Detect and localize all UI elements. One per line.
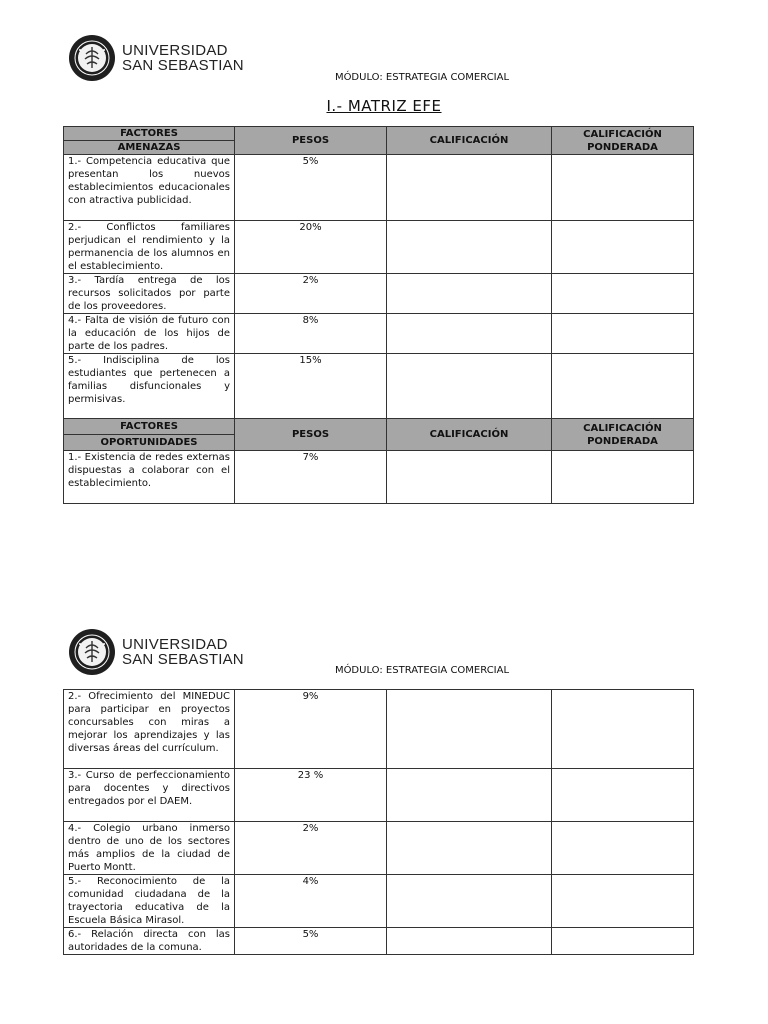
- peso-cell: 4%: [235, 875, 387, 928]
- col-header-ponderada-line2: PONDERADA: [587, 435, 658, 447]
- peso-cell: 23 %: [235, 769, 387, 822]
- col-header-ponderada: [552, 127, 694, 155]
- calificacion-cell: [387, 928, 552, 955]
- peso-cell: 9%: [235, 690, 387, 769]
- efe-table-oportunidades-continued: [63, 689, 694, 955]
- col-header-pesos: PESOS: [235, 419, 387, 451]
- calificacion-cell: [387, 451, 552, 504]
- factor-cell: 2.- Ofrecimiento del MINEDUC para participar en proyectos concursables con miras a mejorar los aprendizajes y las diversas áreas del currículum.: [64, 690, 235, 769]
- calificacion-cell: [387, 690, 552, 769]
- factor-cell: 6.- Relación directa con las autoridades de la comuna.: [64, 928, 235, 955]
- factor-cell: 1.- Existencia de redes externas dispuestas a colaborar con el establecimiento.: [64, 451, 235, 504]
- calificacion-cell: [387, 155, 552, 221]
- factor-cell: 4.- Falta de visión de futuro con la educación de los hijos de parte de los padres.: [64, 314, 235, 354]
- peso-cell: 2%: [235, 274, 387, 314]
- section-label-amenazas: AMENAZAS: [64, 141, 235, 155]
- ponderada-cell: [552, 875, 694, 928]
- calificacion-cell: [387, 769, 552, 822]
- table-row: [64, 155, 694, 221]
- col-header-calificacion: CALIFICACIÓN: [387, 419, 552, 451]
- factor-cell: 5.- Reconocimiento de la comunidad ciudadana de la trayectoria educativa de la Escuela Básica Mirasol.: [64, 875, 235, 928]
- calificacion-cell: [387, 354, 552, 420]
- ponderada-cell: [552, 155, 694, 221]
- peso-cell: 15%: [235, 354, 387, 420]
- calificacion-cell: [387, 314, 552, 354]
- university-name-line2: SAN SEBASTIAN: [122, 651, 244, 668]
- ponderada-cell: [552, 221, 694, 274]
- ponderada-cell: [552, 769, 694, 822]
- ponderada-cell: [552, 928, 694, 955]
- calificacion-cell: [387, 875, 552, 928]
- table-row: [64, 769, 694, 822]
- col-header-factores: FACTORES: [64, 127, 235, 141]
- efe-table-amenazas: [63, 126, 694, 420]
- table-row: [64, 221, 694, 274]
- col-header-ponderada-line1: CALIFICACIÓN: [583, 128, 662, 140]
- module-header: MÓDULO: ESTRATEGIA COMERCIAL: [334, 72, 510, 83]
- factor-cell: 4.- Colegio urbano inmerso dentro de uno de los sectores más amplios de la ciudad de Puerto Montt.: [64, 822, 235, 875]
- factor-cell: 3.- Tardía entrega de los recursos solicitados por parte de los proveedores.: [64, 274, 235, 314]
- university-name-line2: SAN SEBASTIAN: [122, 57, 244, 74]
- page-title: I.- MATRIZ EFE: [326, 97, 442, 115]
- col-header-ponderada: [552, 419, 694, 451]
- ponderada-cell: [552, 690, 694, 769]
- ponderada-cell: [552, 314, 694, 354]
- university-name-line1: UNIVERSIDAD: [122, 42, 228, 59]
- module-header-page2: MÓDULO: ESTRATEGIA COMERCIAL: [334, 665, 510, 676]
- peso-cell: 5%: [235, 155, 387, 221]
- calificacion-cell: [387, 274, 552, 314]
- peso-cell: 5%: [235, 928, 387, 955]
- peso-cell: 8%: [235, 314, 387, 354]
- col-header-ponderada-line1: CALIFICACIÓN: [583, 422, 662, 434]
- calificacion-cell: [387, 822, 552, 875]
- peso-cell: 2%: [235, 822, 387, 875]
- table-row: [64, 875, 694, 928]
- ponderada-cell: [552, 354, 694, 420]
- table-row: [64, 822, 694, 875]
- factor-cell: 5.- Indisciplina de los estudiantes que pertenecen a familias disfuncionales y permisivas.: [64, 354, 235, 420]
- calificacion-cell: [387, 221, 552, 274]
- peso-cell: 20%: [235, 221, 387, 274]
- ponderada-cell: [552, 822, 694, 875]
- col-header-factores: FACTORES: [64, 419, 235, 435]
- table-row: [64, 354, 694, 420]
- col-header-ponderada-line2: PONDERADA: [587, 141, 658, 153]
- col-header-pesos: PESOS: [235, 127, 387, 155]
- efe-table-oportunidades: [63, 418, 694, 504]
- factor-cell: 1.- Competencia educativa que presentan los nuevos establecimientos educacionales con atractiva publicidad.: [64, 155, 235, 221]
- table-row: [64, 928, 694, 955]
- table-row: [64, 690, 694, 769]
- table-row: [64, 451, 694, 504]
- ponderada-cell: [552, 451, 694, 504]
- peso-cell: 7%: [235, 451, 387, 504]
- ponderada-cell: [552, 274, 694, 314]
- table-row: [64, 314, 694, 354]
- university-name-line1: UNIVERSIDAD: [122, 636, 228, 653]
- col-header-calificacion: CALIFICACIÓN: [387, 127, 552, 155]
- section-label-oportunidades: OPORTUNIDADES: [64, 435, 235, 451]
- factor-cell: 3.- Curso de perfeccionamiento para docentes y directivos entregados por el DAEM.: [64, 769, 235, 822]
- factor-cell: 2.- Conflictos familiares perjudican el rendimiento y la permanencia de los alumnos en el establecimiento.: [64, 221, 235, 274]
- table-row: [64, 274, 694, 314]
